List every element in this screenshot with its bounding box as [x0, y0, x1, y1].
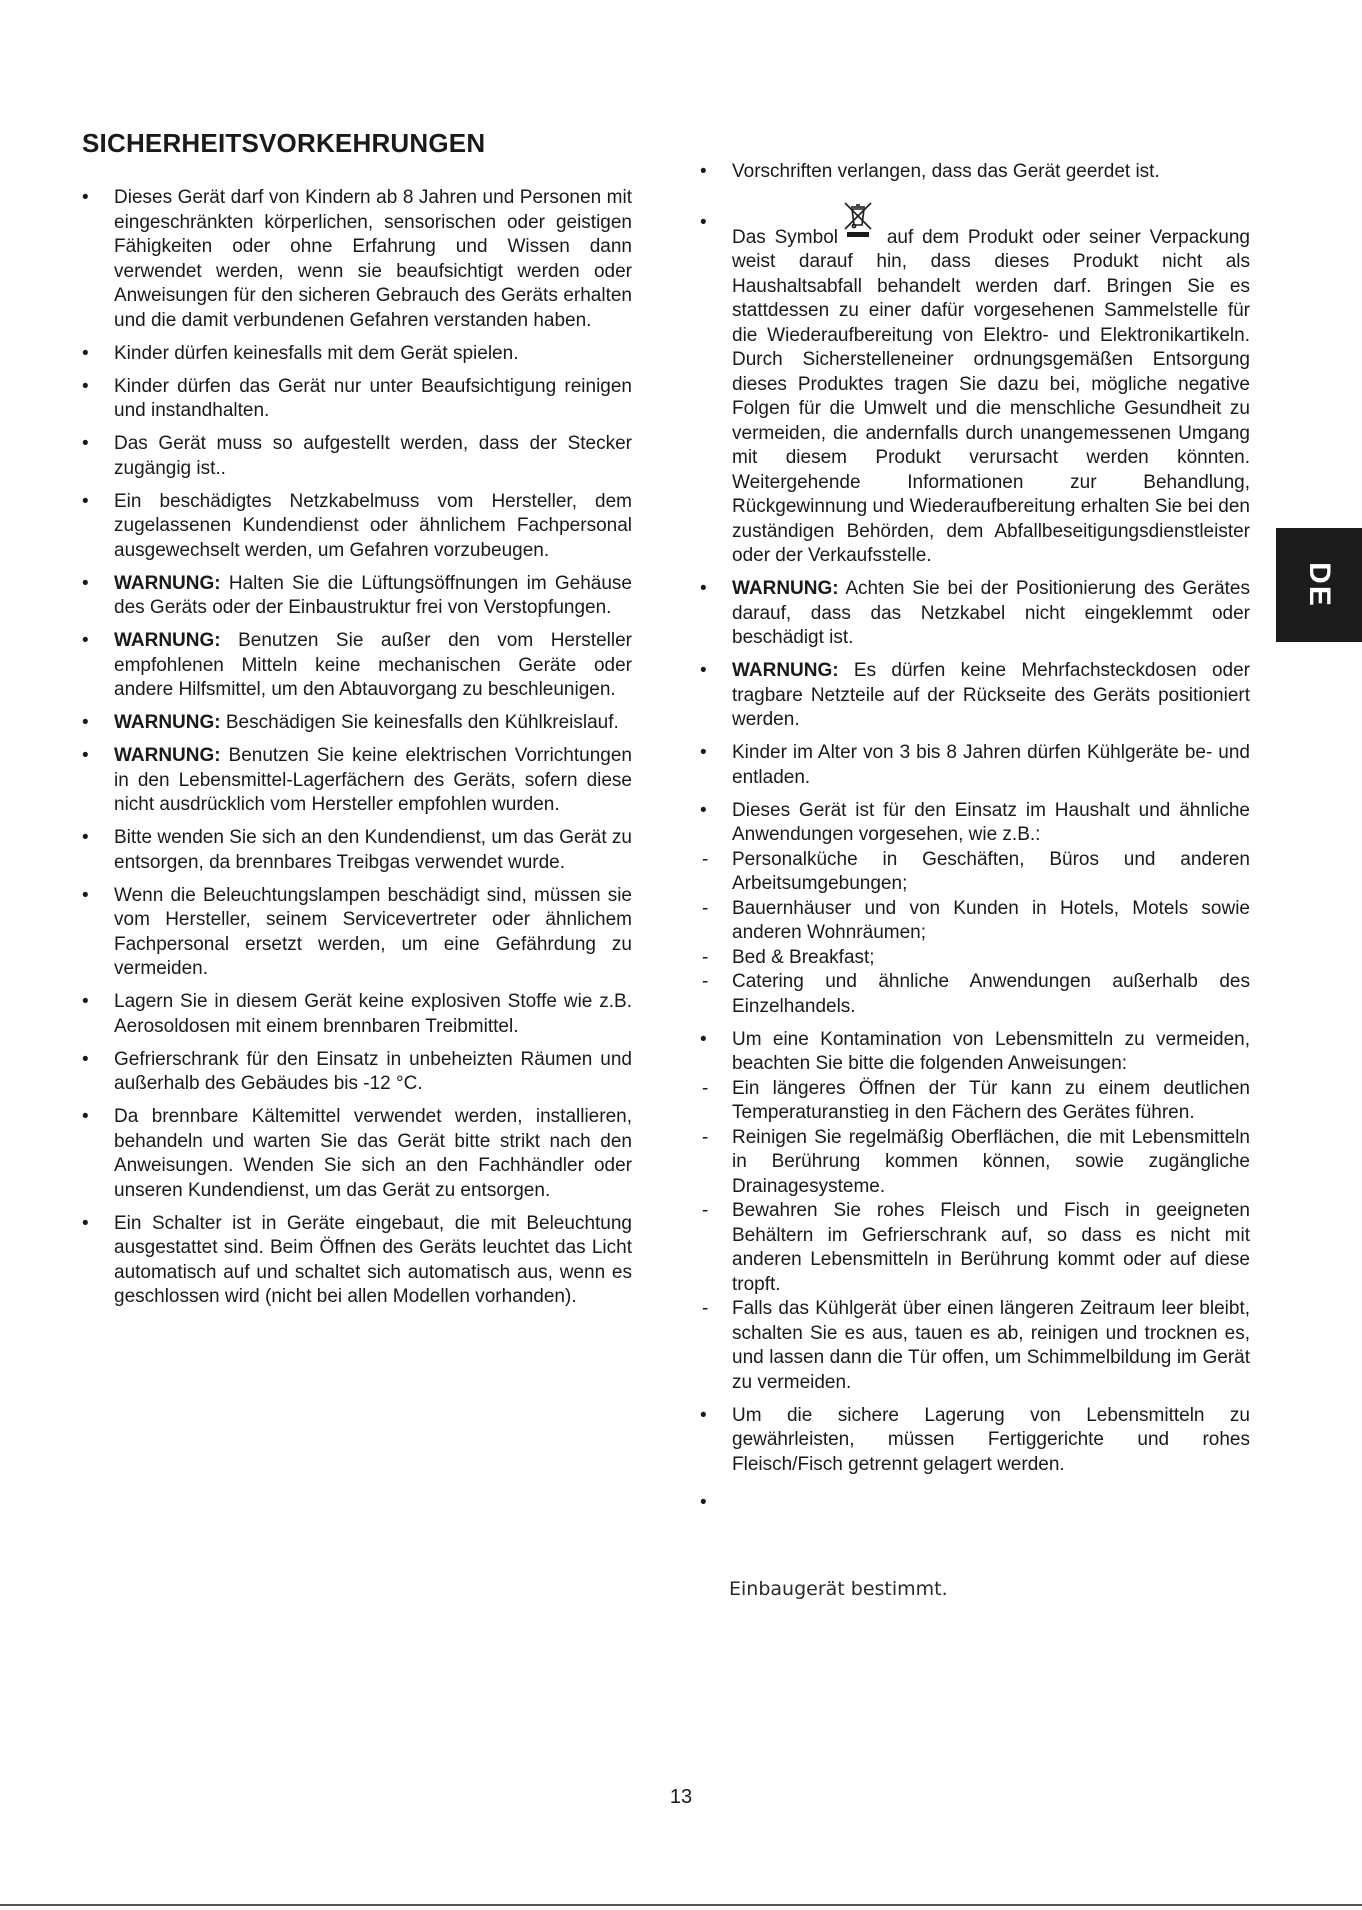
household-sublist	[700, 848, 1250, 1020]
list-item: • Um die sichere Lagerung von Lebensmitteln zu gewährleisten, müssen Fertiggerichte und rohes Fleisch/Fisch getrennt gelagert werden.	[700, 1404, 1250, 1478]
list-item: • Da brennbare Kältemittel verwendet werden, installieren, behandeln und warten Sie das Gerät bitte strikt nach den Anweisungen. Wenden Sie sich an den Fachhändler oder unseren Kundendienst, um das Gerät zu entsorgen.	[82, 1105, 632, 1203]
warning-label: WARNUNG:	[114, 745, 221, 766]
sub-list-item: - Catering und ähnliche Anwendungen außerhalb des Einzelhandels.	[700, 970, 1250, 1019]
trailing-text: Einbaugerät bestimmt.	[729, 1578, 948, 1600]
list-item: • Dieses Gerät darf von Kindern ab 8 Jahren und Personen mit eingeschränkten körperlichen, sensorischen oder geistigen Fähigkeiten oder ohne Erfahrung und Wissen dann verwendet werden, wenn sie beaufsichtigt werden oder Anweisungen für den sicheren Gebrauch des Geräts erhalten und die damit verbundenen Gefahren verstanden haben.	[82, 186, 632, 333]
household-item	[700, 799, 1250, 1020]
safety-list-right	[700, 160, 1250, 1515]
warning-text: Halten Sie die Lüftungsöffnungen im Gehäuse des Geräts oder der Einbaustruktur frei von Verstopfungen.	[114, 572, 632, 618]
warning-item	[82, 629, 632, 703]
crossed-out-wheelie-bin-icon	[842, 201, 874, 239]
warning-item	[82, 711, 632, 736]
contamination-sublist	[700, 1077, 1250, 1396]
list-item: • Vorschriften verlangen, dass das Gerät geerdet ist.	[700, 160, 1250, 185]
page-title: SICHERHEITSVORKEHRUNGEN	[82, 128, 486, 158]
warning-text: Benutzen Sie keine elektrischen Vorrichtungen in den Lebensmittel-Lagerfächern des Geräts, sofern diese nicht ausdrücklich vom Hersteller empfohlen wurden.	[114, 745, 632, 815]
left-column	[82, 186, 632, 1318]
page-number: 13	[669, 1786, 693, 1808]
weee-symbol-item	[700, 211, 1250, 569]
list-item: • Gefrierschrank für den Einsatz in unbeheizten Räumen und außerhalb des Gebäudes bis -12 °C.	[82, 1048, 632, 1097]
warning-text: Es dürfen keine Mehrfachsteckdosen oder tragbare Netzteile auf der Rückseite des Geräts positioniert werden.	[732, 660, 1250, 730]
list-item: • Das Gerät muss so aufgestellt werden, dass der Stecker zugängig ist..	[82, 432, 632, 481]
warning-text: Achten Sie bei der Positionierung des Gerätes darauf, dass das Netzkabel nicht eingeklemmt oder beschädigt ist.	[732, 578, 1250, 648]
warning-label: WARNUNG:	[114, 572, 221, 594]
list-item: • Kinder dürfen das Gerät nur unter Beaufsichtigung reinigen und instandhalten.	[82, 375, 632, 424]
language-code: DE	[1303, 562, 1336, 608]
warning-item	[82, 744, 632, 818]
warning-item	[700, 577, 1250, 651]
sub-list-item: - Falls das Kühlgerät über einen längeren Zeitraum leer bleibt, schalten Sie es aus, tauen es ab, reinigen und trocknen es, und lassen dann die Tür offen, um Schimmelbildung im Gerät zu vermeiden.	[700, 1297, 1250, 1395]
warning-label: WARNUNG:	[114, 630, 221, 651]
warning-label: WARNUNG:	[732, 660, 839, 681]
bottom-divider	[0, 1904, 1362, 1906]
sub-list-item: - Bewahren Sie rohes Fleisch und Fisch in geeigneten Behältern im Gefrierschrank auf, so dass es nicht mit anderen Lebensmitteln in Berührung kommt oder auf diese tropft.	[700, 1199, 1250, 1297]
list-item: • Ein Schalter ist in Geräte eingebaut, die mit Beleuchtung ausgestattet sind. Beim Öffnen des Geräts leuchtet das Licht automatisch auf und schaltet sich automatisch aus, wenn es geschlossen wird (nicht bei allen Modellen vorhanden).	[82, 1212, 632, 1310]
empty-list-item	[700, 1491, 1250, 1515]
warning-text: Benutzen Sie außer den vom Hersteller empfohlenen Mitteln keine mechanischen Geräte oder andere Hilfsmittel, um den Abtauvorgang zu beschleunigen.	[114, 630, 632, 700]
warning-label: WARNUNG:	[732, 578, 839, 599]
list-item: • Bitte wenden Sie sich an den Kundendienst, um das Gerät zu entsorgen, da brennbares Treibgas verwendet wurde.	[82, 826, 632, 875]
warning-label: WARNUNG:	[114, 712, 221, 733]
list-item: • Lagern Sie in diesem Gerät keine explosiven Stoffe wie z.B. Aerosoldosen mit einem brennbaren Treibmittel.	[82, 990, 632, 1039]
sub-list-item: - Personalküche in Geschäften, Büros und anderen Arbeitsumgebungen;	[700, 848, 1250, 897]
list-item: • Wenn die Beleuchtungslampen beschädigt sind, müssen sie vom Hersteller, seinem Servicevertreter oder ähnlichem Fachpersonal ersetzt werden, um eine Gefährdung zu vermeiden.	[82, 884, 632, 982]
sub-list-item: - Ein längeres Öffnen der Tür kann zu einem deutlichen Temperaturanstieg in den Fächern des Gerätes führen.	[700, 1077, 1250, 1126]
safety-list-left	[82, 186, 632, 1310]
sub-list-item: - Reinigen Sie regelmäßig Oberflächen, die mit Lebensmitteln in Berührung kommen können, sowie zugängliche Drainagesysteme.	[700, 1126, 1250, 1200]
language-tab	[1276, 528, 1362, 642]
list-item: • Ein beschädigtes Netzkabelmuss vom Hersteller, dem zugelassenen Kundendienst oder ähnlichem Fachpersonal ausgewechselt werden, um Gefahren vorzubeugen.	[82, 490, 632, 564]
right-column	[700, 160, 1250, 1524]
list-item: • Kinder dürfen keinesfalls mit dem Gerät spielen.	[82, 342, 632, 367]
contamination-item	[700, 1028, 1250, 1396]
list-item: • Kinder im Alter von 3 bis 8 Jahren dürfen Kühlgeräte be- und entladen.	[700, 741, 1250, 790]
sub-list-item: - Bauernhäuser und von Kunden in Hotels, Motels sowie anderen Wohnräumen;	[700, 897, 1250, 946]
warning-item	[700, 659, 1250, 733]
symbol-text-after: auf dem Produkt oder seiner Verpackung weist darauf hin, dass dieses Produkt nicht als Haushaltsabfall behandelt werden darf. Bringen Sie es stattdessen zu einer dafür vorgesehenen Sammelstelle für die Wiederaufbereitung von Elektro- und Elektronikartikeln. Durch Sicherstelleneiner ordnungsgemäßen Entsorgung dieses Produktes tragen Sie dazu bei, mögliche negative Folgen für die Umwelt und die menschliche Gesundheit zu vermeiden, die andernfalls durch unangemessenen Umgang mit diesem Produkt verursacht werden könnten. Weitergehende Informationen zur Behandlung, Rückgewinnung und Wiederaufbereitung erhalten Sie bei den zuständigen Behörden, dem Abfallbeseitigungsdienstleister oder der Verkaufsstelle.	[732, 226, 1251, 566]
warning-text: Beschädigen Sie keinesfalls den Kühlkreislauf.	[220, 712, 619, 733]
contamination-intro: • Um eine Kontamination von Lebensmitteln zu vermeiden, beachten Sie bitte die folgenden Anweisungen:	[732, 1028, 1250, 1074]
sub-list-item: - Bed & Breakfast;	[700, 946, 1250, 971]
symbol-text-before: Das Symbol	[732, 226, 838, 248]
warning-item	[82, 572, 632, 621]
household-intro: • Dieses Gerät ist für den Einsatz im Haushalt und ähnliche Anwendungen vorgesehen, wie z.B.:	[732, 799, 1250, 845]
